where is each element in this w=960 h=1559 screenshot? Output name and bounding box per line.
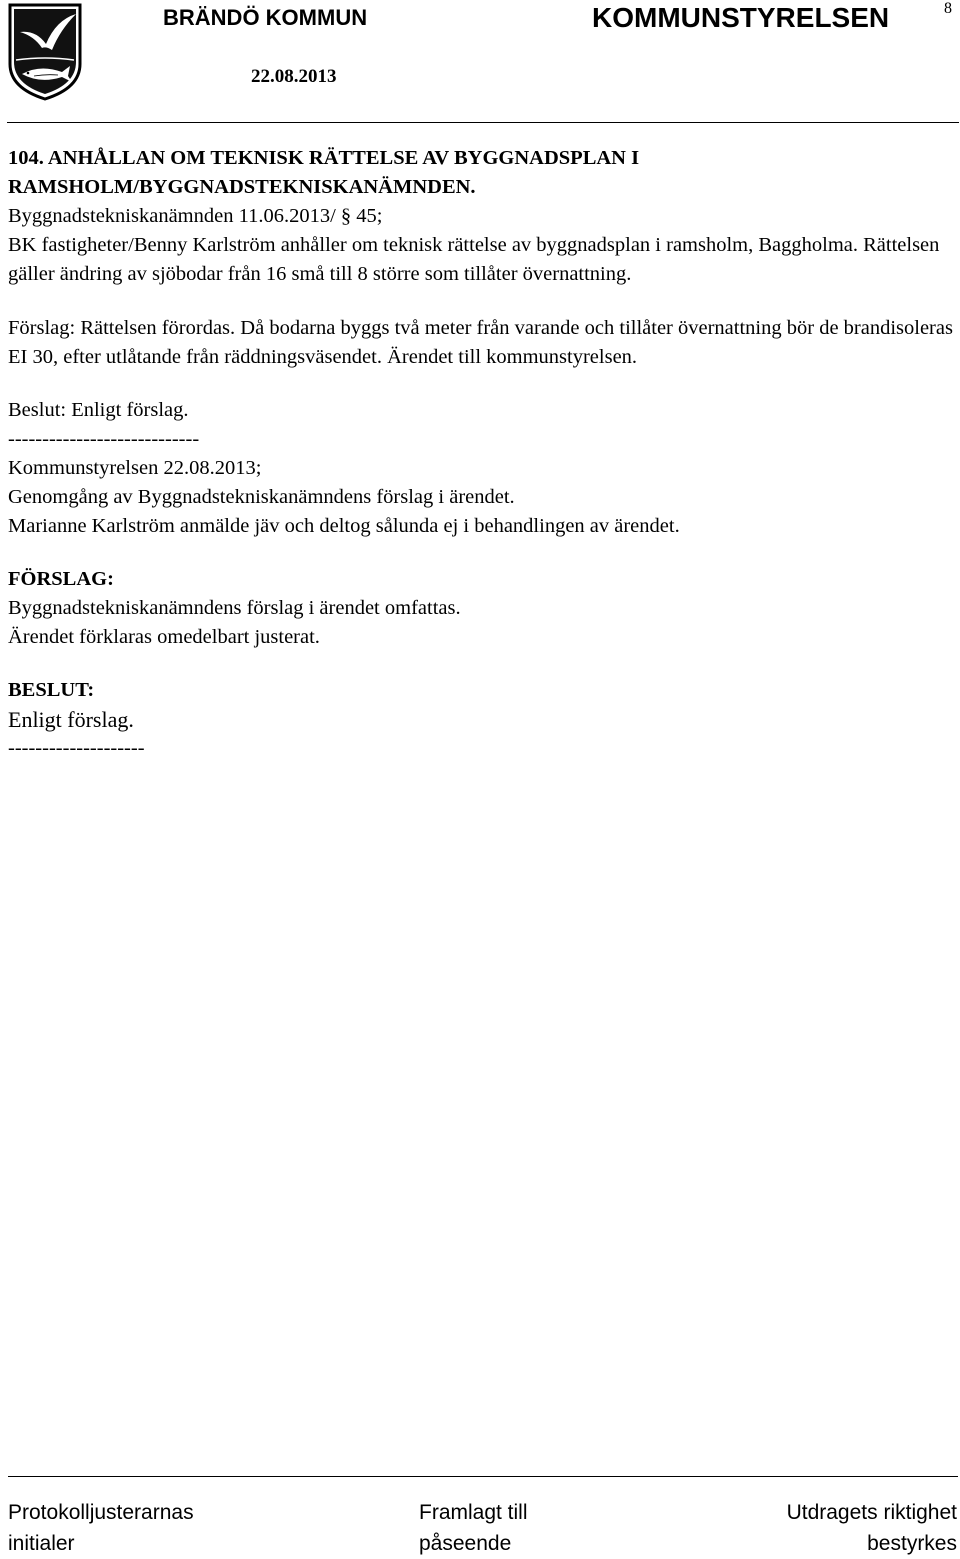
proposal-label: FÖRSLAG: (8, 568, 114, 590)
footer-initials-block (8, 1497, 194, 1559)
footer-initials-line1: Protokolljusterarnas (8, 1501, 194, 1524)
proposal-paragraph: Förslag: Rättelsen förordas. Då bodarna byggs två meter från varande och tillåter övernattning bör de brandisoleras EI 30, efter utlåtande från räddningsväsendet. Ärendet till kommunstyrelsen. (8, 317, 953, 368)
decision-label: BESLUT: (8, 679, 95, 701)
footer-certify-line1: Utdragets riktighet (786, 1501, 957, 1524)
board-reference: Kommunstyrelsen 22.08.2013; (8, 457, 262, 479)
minutes-body (8, 144, 953, 763)
item-heading-line1: 104. ANHÅLLAN OM TEKNISK RÄTTELSE AV BYGGNADSPLAN I (8, 147, 640, 169)
decision-text: Enligt förslag. (8, 707, 134, 732)
proposal-line2: Ärendet förklaras omedelbart justerat. (8, 626, 320, 648)
review-line: Genomgång av Byggnadstekniskanämndens förslag i ärendet. (8, 486, 515, 508)
meeting-date: 22.08.2013 (251, 66, 337, 87)
municipal-crest-logo (6, 2, 84, 102)
reference-line: Byggnadstekniskanämnden 11.06.2013/ § 45; (8, 205, 383, 227)
proposal-line1: Byggnadstekniskanämndens förslag i ärendet omfattas. (8, 597, 461, 619)
footer-initials-line2: initialer (8, 1532, 75, 1555)
previous-decision: Beslut: Enligt förslag. (8, 399, 189, 421)
intro-paragraph: BK fastigheter/Benny Karlström anhåller om teknisk rättelse av byggnadsplan i ramsholm, Baggholma. Rättelsen gäller ändring av sjöbodar från 16 små till 8 större som tillåter övernattning. (8, 234, 940, 285)
footer-certify-block (752, 1497, 957, 1559)
footer-certify-line2: bestyrkes (867, 1532, 957, 1555)
committee-name: KOMMUNSTYRELSEN (592, 2, 890, 33)
separator-long: ---------------------------- (8, 428, 200, 450)
footer-public-line1: Framlagt till (419, 1501, 528, 1524)
municipality-name: BRÄNDÖ KOMMUN (163, 5, 368, 30)
header-divider (7, 122, 959, 123)
footer-divider (8, 1476, 958, 1477)
page-number: 8 (944, 0, 952, 17)
footer-public-line2: påseende (419, 1532, 512, 1555)
separator-short: -------------------- (8, 737, 145, 759)
footer-public-block (419, 1497, 528, 1559)
item-heading-line2: RAMSHOLM/BYGGNADSTEKNISKANÄMNDEN. (8, 176, 476, 198)
disqualification-line: Marianne Karlström anmälde jäv och deltog sålunda ej i behandlingen av ärendet. (8, 515, 680, 537)
